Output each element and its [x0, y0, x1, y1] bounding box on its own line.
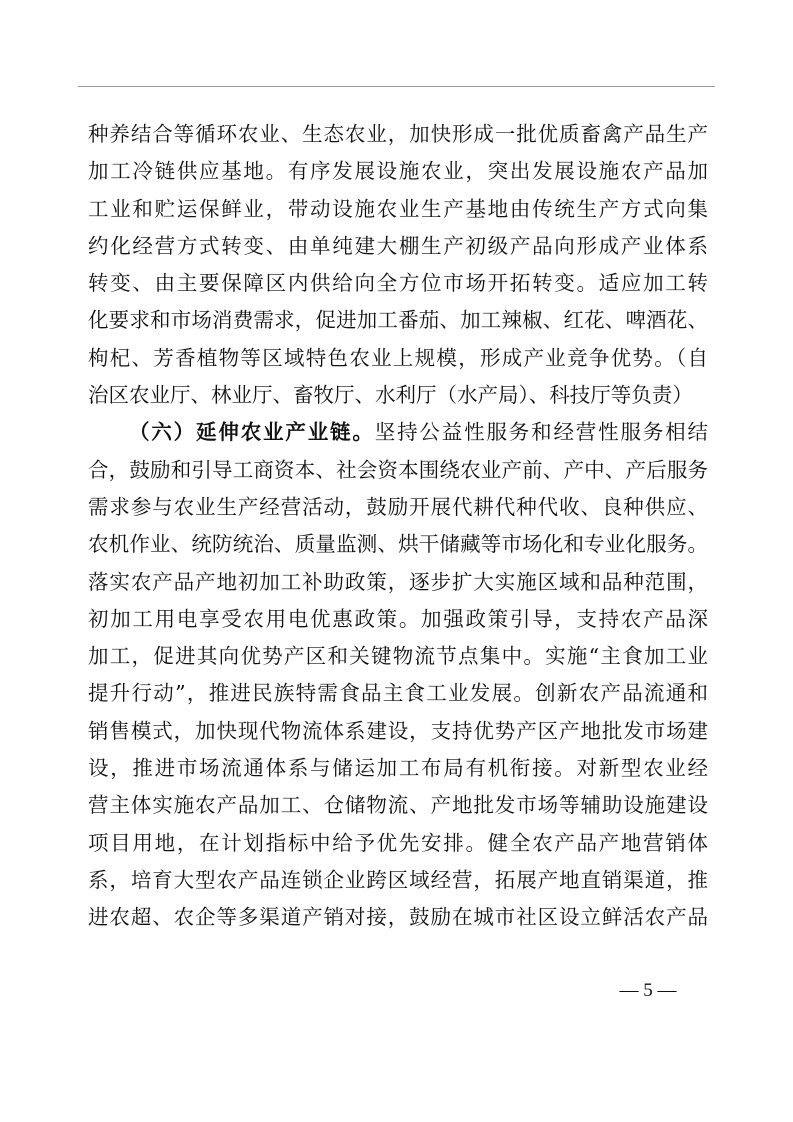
text-line: 提升行动”，推进民族特需食品主食工业发展。创新农产品流通和	[88, 681, 708, 706]
document-body	[88, 116, 708, 937]
text-line: 工业和贮运保鲜业，带动设施农业生产基地由传统生产方式向集	[88, 196, 708, 221]
text-line: 系，培育大型农产品连锁企业跨区域经营，拓展产地直销渠道，推	[88, 867, 708, 892]
section-first-line	[88, 414, 708, 451]
text-line: 加工冷链供应基地。有序发展设施农业，突出发展设施农产品加	[88, 159, 708, 184]
text-line: 枸杞、芳香植物等区域特色农业上规模，形成产业竞争优势。（自	[88, 345, 708, 370]
text-line: 转变、由主要保障区内供给向全方位市场开拓转变。适应加工转	[88, 271, 708, 296]
text-line: 初加工用电享受农用电优惠政策。加强政策引导，支持农产品深	[88, 606, 708, 631]
text-line: 营主体实施农产品加工、仓储物流、产地批发市场等辅助设施建设	[88, 793, 708, 818]
text-line: 农机作业、统防统治、质量监测、烘干储藏等市场化和专业化服务。	[88, 532, 708, 557]
text-line: 加工，促进其向优势产区和关键物流节点集中。实施“主食加工业	[88, 644, 708, 669]
text-line: 约化经营方式转变、由单纯建大棚生产初级产品向形成产业体系	[88, 233, 708, 258]
text-line: 销售模式，加快现代物流体系建设，支持优势产区产地批发市场建	[88, 718, 708, 743]
section-first-line-text: 坚持公益性服务和经营性服务相结	[374, 420, 709, 445]
text-line: 化要求和市场消费需求，促进加工番茄、加工辣椒、红花、啤酒花、	[88, 308, 708, 333]
page-number: — 5 —	[619, 980, 677, 1001]
text-line: 需求参与农业生产经营活动，鼓励开展代耕代种代收、良种供应、	[88, 494, 708, 519]
section-heading: （六）延伸农业产业链。	[129, 420, 375, 445]
text-line: 治区农业厅、林业厅、畜牧厅、水利厅（水产局）、科技厅等负责）	[88, 383, 693, 408]
text-line: 种养结合等循环农业、生态农业，加快形成一批优质畜禽产品生产	[88, 122, 708, 146]
header-rule	[78, 86, 715, 87]
text-line: 落实农产品产地初加工补助政策，逐步扩大实施区域和品种范围，	[88, 569, 708, 594]
text-line: 进农超、农企等多渠道产销对接，鼓励在城市社区设立鲜活农产品	[88, 905, 708, 930]
text-line: 设，推进市场流通体系与储运加工布局有机衔接。对新型农业经	[88, 756, 708, 781]
text-line: 项目用地，在计划指标中给予优先安排。健全农产品产地营销体	[88, 830, 708, 855]
text-line: 合，鼓励和引导工商资本、社会资本围绕农业产前、产中、产后服务	[88, 457, 708, 482]
